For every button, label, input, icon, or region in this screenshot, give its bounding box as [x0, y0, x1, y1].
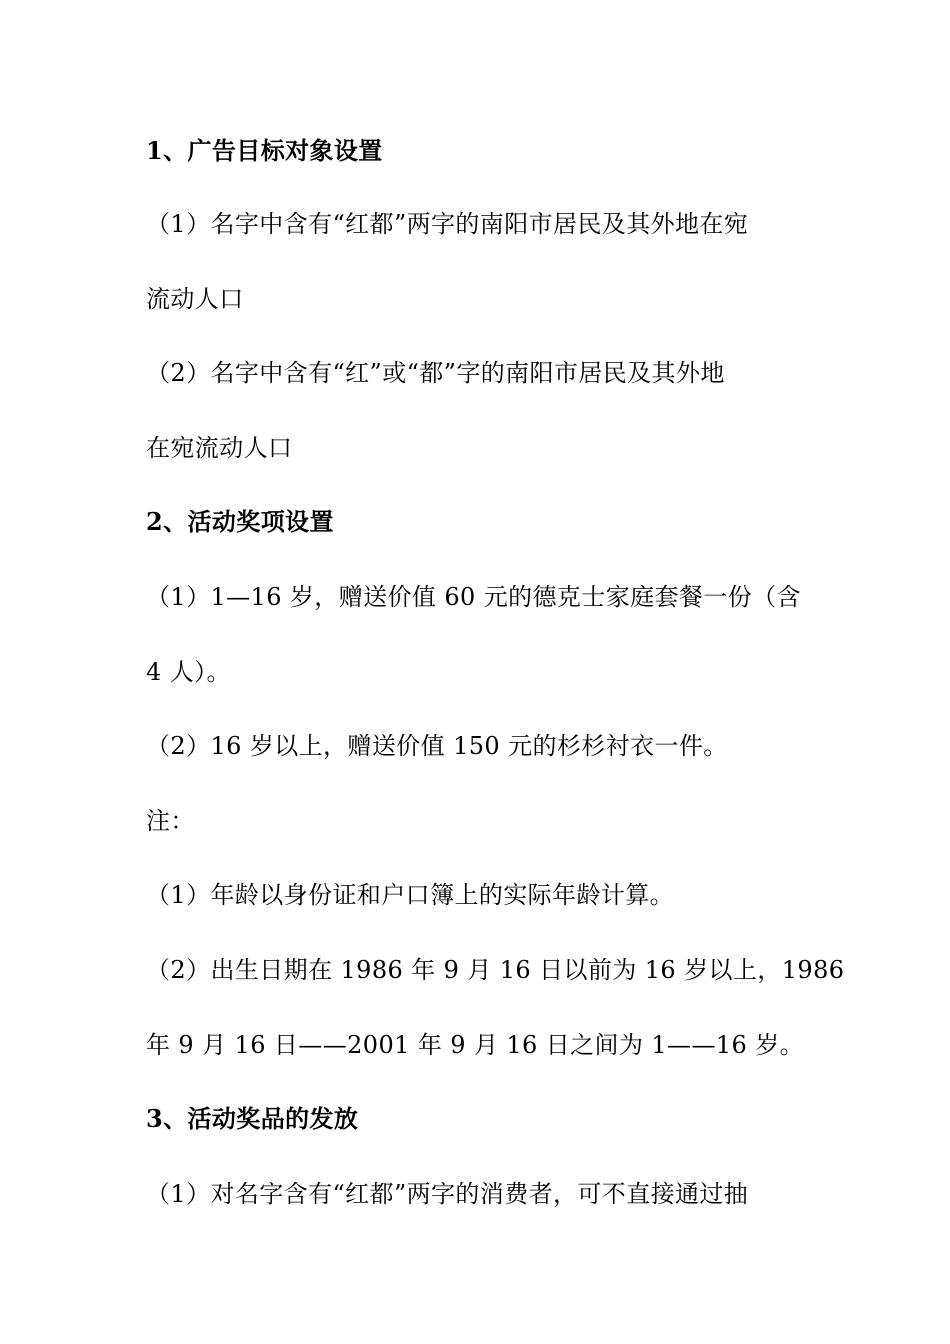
paragraph-line: 在宛流动人口: [146, 434, 293, 462]
section-heading-1: 1、广告目标对象设置: [146, 136, 383, 165]
paragraph-line: （1）年龄以身份证和户口簿上的实际年龄计算。: [146, 881, 675, 909]
paragraph-line: （2）出生日期在 1986 年 9 月 16 日以前为 16 岁以上，1986: [146, 956, 845, 984]
section-heading-2: 2、活动奖项设置: [146, 507, 334, 536]
paragraph-line: 4 人）。: [146, 658, 231, 686]
paragraph-line: （1）对名字含有“红都”两字的消费者，可不直接通过抽: [146, 1180, 749, 1208]
paragraph-line: 年 9 月 16 日——2001 年 9 月 16 日之间为 1——16 岁。: [146, 1031, 805, 1059]
paragraph-line: （1）名字中含有“红都”两字的南阳市居民及其外地在宛: [146, 210, 749, 238]
paragraph-line: （2）名字中含有“红”或“都”字的南阳市居民及其外地: [146, 359, 725, 387]
paragraph-line: 流动人口: [146, 285, 244, 313]
paragraph-line: （1）1—16 岁，赠送价值 60 元的德克士家庭套餐一份（含: [146, 583, 801, 611]
note-label: 注：: [146, 807, 195, 835]
section-heading-3: 3、活动奖品的发放: [146, 1104, 359, 1133]
paragraph-line: （2）16 岁以上，赠送价值 150 元的杉杉衬衣一件。: [146, 732, 728, 760]
